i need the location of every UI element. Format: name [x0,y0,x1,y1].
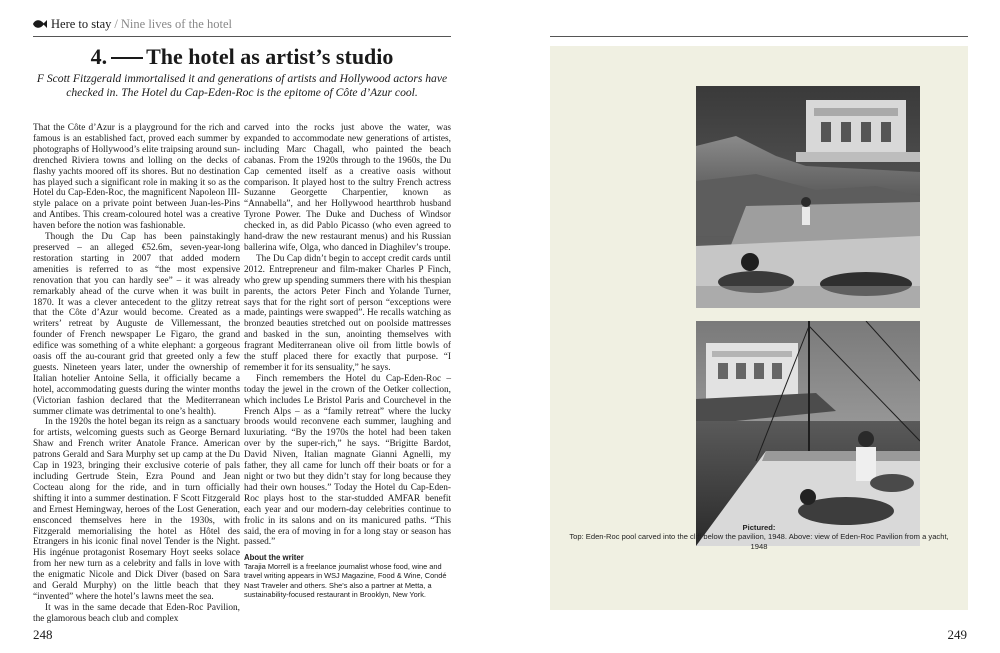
about-the-writer [244,553,451,599]
section-name: Here to stay [51,17,112,31]
page-number-right: 249 [947,627,967,642]
photo-eden-roc-pool [696,86,920,308]
caption-title: Pictured: [742,523,776,532]
article-title: The hotel as artist’s studio [146,44,394,69]
header-rule [33,36,451,37]
about-writer-title: About the writer [244,553,304,562]
subsection-name: Nine lives of the hotel [120,17,232,31]
paragraph: carved into the rocks just above the water, was expanded to accommodate new generations of artistes, including Marc Chagall, who painted the beach cabanas. From the 1920s through to the 1960s, the Du Cap cemented itself as a creative oasis without comparison. It played host to the sultry French actress Suzanne Georgette Charpentier, known as “Annabella”, and her Hollywood heartthrob husband Tyrone Power. The Duke and Duchess of Windsor checked in, as did Pablo Picasso (who even agreed to hand-draw the new restaurant menus) and his Russian ballerina wife, Olga, who danced in Diaghilev’s troupe. [244,123,451,253]
paragraph: In the 1920s the hotel began its reign as a sanctuary for artists, welcoming guests such as George Bernard Shaw and French writer Anatole France. American patrons Gerald and Sara Murphy set up camp at the Du Cap in 1923, bringing their exclusive coterie of pals including Gertrude Stein, Ezra Pound and Jean Cocteau along for the ride, and in turn officially shifting it into a summer destination. F Scott Fitzgerald and Ernest Hemingway, heroes of the Lost Generation, ensconced themselves here in the 1930s, with Fitzgerald memorialising the hotel as Hôtel des Etrangers in his iconic final novel Tender is the Night. His ingénue protagonist Rosemary Hoyt seeks solace from her new turn as a celebrity and falls in love with the enigmatic Nicole and Dick Diver (based on Sara and Gerald Murphy) on the little beach that they “invented” where the hotel’s lawns meet the sea. [33,417,240,602]
page-number-left: 248 [33,627,53,642]
running-head-separator: / [114,17,118,31]
pool-photo-illustration [696,86,920,308]
about-writer-text: Tarajia Morrell is a freelance journalist whose food, wine and travel writing appears in WSJ Magazine, Food & Wine, Condé Nast Traveler and others. She’s also a partner at Metta, a sustainability-focused restaurant in Brooklyn, New York. [244,562,447,599]
paragraph: That the Côte d’Azur is a playground for the rich and famous is an established fact, proved each summer by photographs of Hollywood’s elite traipsing around sun-drenched Riviera towns and lolling on the decks of flashy yachts moored off its shores. But no destination has played such a significant role in making it so as the Hotel du Cap-Eden-Roc, the magnificent Napoleon III-style palace on a private point between Juan-les-Pins and Antibes. This cream-coloured hotel was a creative haven before the notion was fashionable. [33,123,240,232]
paragraph: It was in the same decade that Eden-Roc Pavilion, the glamorous beach club and complex [33,602,240,624]
body-column-1 [33,123,240,625]
article-headline [33,44,451,70]
body-column-2 [244,123,451,548]
article-number: 4. [90,44,108,69]
caption-text: Top: Eden-Roc pool carved into the cliff below the pavilion, 1948. Above: view of Eden-Roc Pavilion from a yacht, 1948 [569,532,949,551]
headline-dash [111,57,143,59]
paragraph: The Du Cap didn’t begin to accept credit cards until 2012. Entrepreneur and film-maker Charles P Finch, who grew up spending summers there with his thespian parents, the actors Peter Finch and Yolande Turner, says that for the right sort of person “exceptions were made, paintings were swapped”. He recalls watching as bronzed beauties stretched out on poolside mattresses and basked in the sun, anointing themselves with fragrant Mediterranean olive oil from little bowls of the stuff placed there for exactly that purpose. “I remember it for its sensuality,” he says. [244,253,451,373]
right-page [500,0,1000,653]
photo-caption [562,523,956,551]
paragraph: Though the Du Cap has been painstakingly preserved – an alleged €52.6m, seven-year-long restoration starting in 2007 that added modern amenities is referred to as “the most expensive renovation that you can hardly see” – it was already remarkably ahead of the curve when it was built in 1870. It was a clever antecedent to the glitzy retreat that the Côte d’Azur would become. Created as a writers’ retreat by Auguste de Villemessant, the founder of French newspaper Le Figaro, the grand edifice was something of a white elephant: a gorgeous oasis off the au-courant grid that greeted only a few guests. Nineteen years later, under the ownership of Italian hotelier Antoine Sella, it officially became a hotel, accommodating guests during the winter months (Victorian fashion declared that the Mediterranean summer climate was detrimental to one’s health). [33,232,240,417]
article-standfirst: F Scott Fitzgerald immortalised it and generations of artists and Hollywood actors have checked in. The Hotel du Cap-Eden-Roc is the epitome of Côte d’Azur cool. [36,72,448,99]
photo-pavilion-from-yacht [696,321,920,546]
header-rule [550,36,968,37]
running-head [33,13,451,35]
fish-icon [33,19,47,29]
yacht-photo-illustration [696,321,920,546]
paragraph: Finch remembers the Hotel du Cap-Eden-Roc – today the jewel in the crown of the Oetker collection, which includes Le Bristol Paris and Courchevel in the French Alps – as a “family retreat” where the lucky broods would reconvene each summer, laughing and luxuriating. “By the 1970s the hotel had been taken over by the super-rich,” he says. “Brigitte Bardot, David Niven, Italian magnate Gianni Agnelli, my father, they all came for lunch off their boats or for a night or two but they didn’t stay for long because they had their own houses.” Today the Hotel du Cap-Eden-Roc plays host to the star-studded AMFAR benefit each year and our modern-day celebrities continue to frolic in its salons and on its manicured paths. “This said, the era of moving in for a long stay or season has passed.” [244,373,451,548]
